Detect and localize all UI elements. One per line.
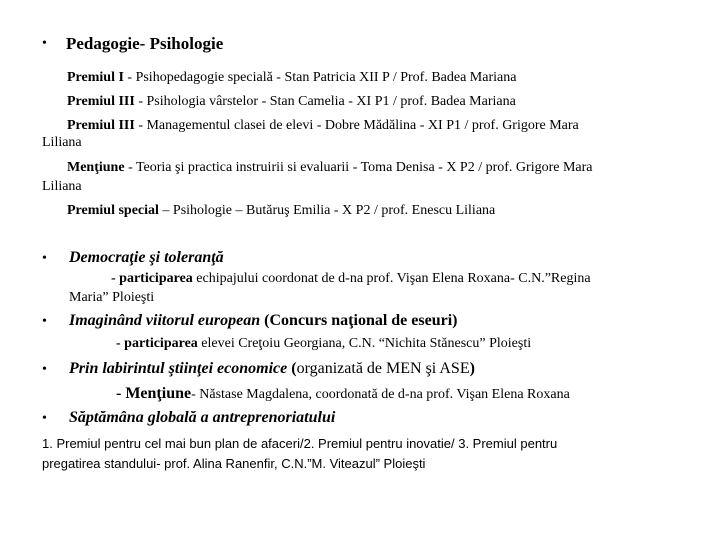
award-label: Premiul I: [67, 70, 124, 85]
award-wrap-3: Liliana: [42, 135, 82, 150]
award-text: - Teoria şi practica instruirii si evaluarii - Toma Denisa - X P2 / prof. Grigore Mara: [124, 160, 593, 175]
prizes-line-2: pregatirea standului- prof. Alina Ranenfir, C.N.”M. Viteazul” Ploieşti: [42, 456, 426, 471]
participation-prefix: - participarea: [116, 336, 198, 351]
bullet-icon: •: [42, 314, 47, 329]
section-title-antreprenoriat: Săptămâna globală a antreprenoriatului: [69, 409, 336, 426]
award-line-2: [67, 94, 516, 110]
award-text: - Managementul clasei de elevi - Dobre Mădălina - XI P1 / prof. Grigore Mara: [134, 118, 579, 133]
participation-line: [116, 336, 531, 352]
participation-prefix: - participarea: [111, 271, 193, 286]
section-subtitle: (Concurs naţional de eseuri): [260, 312, 458, 329]
participation-wrap: Maria” Ploieşti: [69, 290, 155, 305]
section-subtitle: organizată de MEN şi ASE: [296, 360, 470, 377]
section-title-imaginand: Imaginând viitorul european: [69, 312, 261, 329]
award-label: Premiul III: [67, 94, 135, 109]
prizes-line-1: 1. Premiul pentru cel mai bun plan de afaceri/2. Premiul pentru inovatie/ 3. Premiul pentru: [42, 436, 558, 451]
award-label: Premiul III: [67, 118, 135, 133]
bullet-icon: •: [42, 362, 47, 377]
mention-text: - Năstase Magdalena, coordonată de d-na prof. Vişan Elena Roxana: [191, 387, 570, 402]
award-label: Menţiune: [67, 160, 125, 175]
award-wrap-4: Liliana: [42, 179, 82, 194]
award-line-5: [67, 203, 495, 219]
award-line-1: [67, 70, 516, 86]
bullet-icon: •: [42, 251, 47, 266]
bullet-icon: •: [42, 411, 47, 426]
award-text: – Psihologie – Butăruş Emilia - X P2 / prof. Enescu Liliana: [158, 203, 496, 218]
mention-prefix: - Menţiune: [116, 385, 192, 402]
participation-text: elevei Creţoiu Georgiana, C.N. “Nichita Stănescu” Ploieşti: [197, 336, 532, 351]
participation-text: echipajului coordonat de d-na prof. Vişan Elena Roxana- C.N.”Regina: [192, 271, 591, 286]
award-label: Premiul special: [67, 203, 159, 218]
section-heading-imaginand: [69, 312, 457, 330]
mention-line: [116, 385, 570, 403]
section-title-labirint: Prin labirintul ştiinţei economice: [69, 360, 288, 377]
award-text: - Psihologia vârstelor - Stan Camelia - XI P1 / prof. Badea Mariana: [134, 94, 516, 109]
section-title-pedagogie: Pedagogie- Psihologie: [66, 34, 224, 53]
award-text: - Psihopedagogie specială - Stan Patricia XII P / Prof. Badea Mariana: [123, 70, 517, 85]
section-title-democratie: Democraţie şi toleranţă: [69, 249, 224, 266]
section-heading-labirint: Prin labirintul ştiinţei economice (organizată de MEN şi ASE): [69, 360, 475, 377]
bullet-icon: •: [42, 36, 47, 51]
participation-line: [111, 271, 591, 287]
award-line-3: [67, 118, 579, 134]
award-line-4: [67, 160, 593, 176]
